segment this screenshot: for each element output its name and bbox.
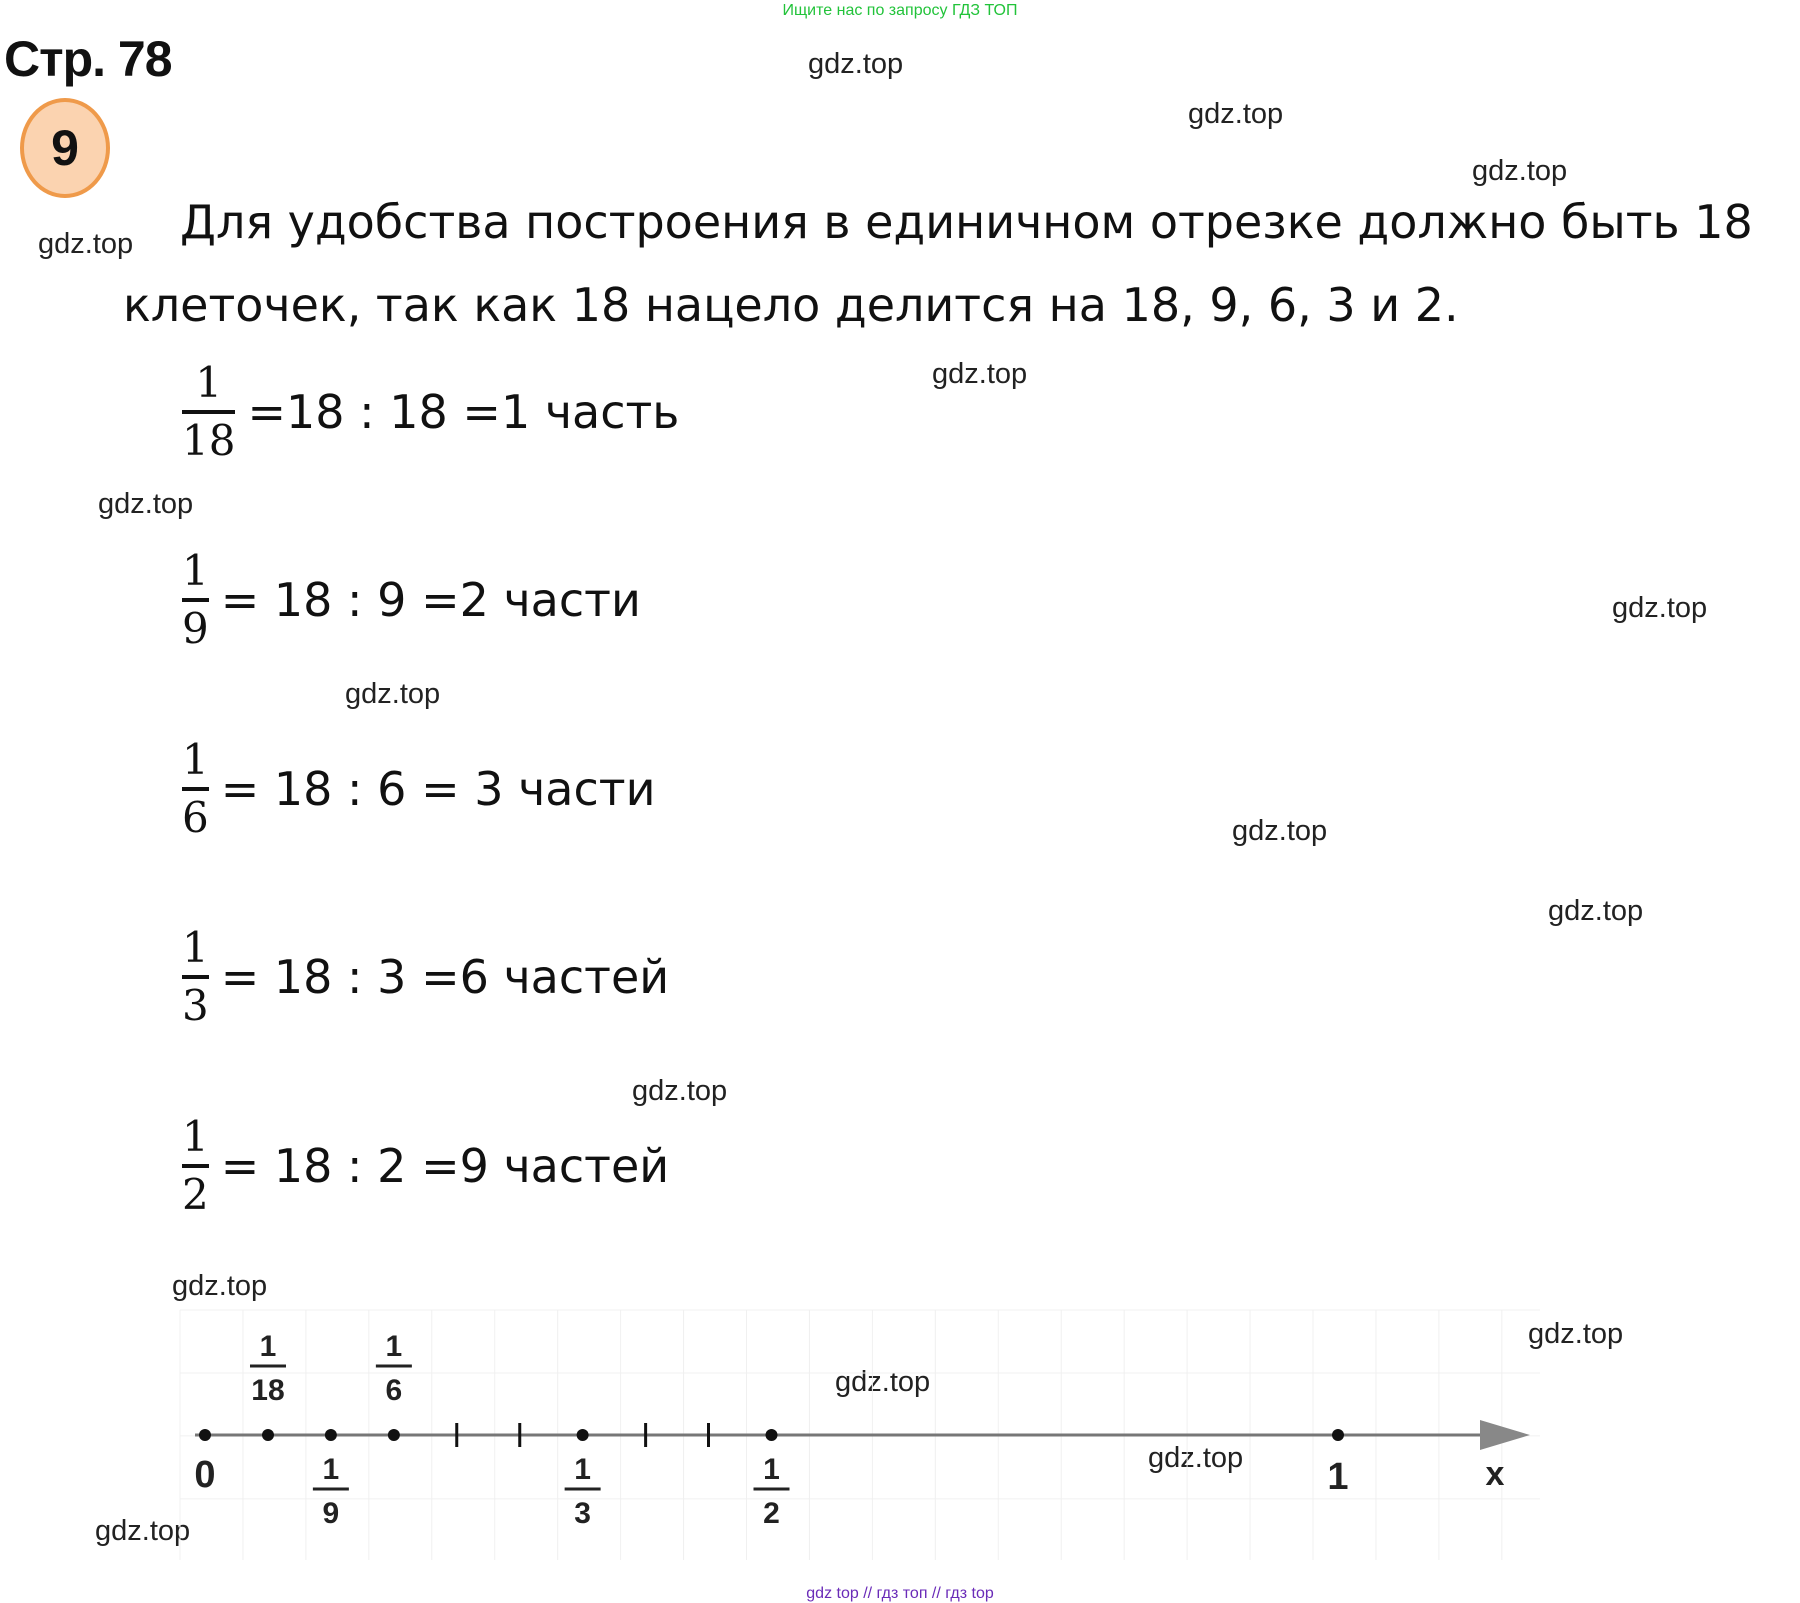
equation-1-18 xyxy=(182,358,680,465)
axis-x-label: x xyxy=(1485,1455,1505,1493)
label-numerator: 1 xyxy=(322,1453,340,1486)
watermark: gdz.top xyxy=(835,1366,931,1398)
watermark: gdz.top xyxy=(38,228,134,260)
zero-label: 0 xyxy=(194,1454,216,1496)
point-fraction-label xyxy=(565,1453,601,1530)
fraction xyxy=(182,923,209,1030)
page-title: Стр. 78 xyxy=(4,31,172,87)
point-fraction-label xyxy=(754,1453,790,1530)
watermark: gdz.top xyxy=(1188,98,1284,130)
label-numerator: 1 xyxy=(574,1453,591,1486)
watermark: gdz.top xyxy=(1548,895,1644,927)
watermark: gdz.top xyxy=(1472,155,1568,187)
label-denominator: 18 xyxy=(251,1374,285,1407)
equation-1-3 xyxy=(182,923,670,1030)
watermark: gdz.top xyxy=(98,488,194,520)
equation-text: = 18 : 6 = 3 части xyxy=(220,762,656,816)
label-numerator: 1 xyxy=(763,1453,780,1486)
label-numerator: 1 xyxy=(385,1330,403,1363)
point-marker xyxy=(577,1429,589,1441)
fraction xyxy=(182,546,209,653)
watermark: gdz.top xyxy=(95,1515,191,1547)
search-hint-link[interactable]: Ищите нас по запросу ГДЗ ТОП xyxy=(782,2,1018,19)
equation-text: = 18 : 3 =6 частей xyxy=(220,950,670,1004)
explanation-line-1: Для удобства построения в единичном отрезке должно быть 18 xyxy=(180,195,1753,249)
watermark: gdz.top xyxy=(1612,592,1708,624)
point-marker xyxy=(766,1429,778,1441)
number-line-marks xyxy=(199,1330,1344,1530)
point-marker xyxy=(388,1429,400,1441)
equation-text: =18 : 18 =1 часть xyxy=(247,385,680,439)
footer-links[interactable]: gdz top // гдз топ // гдз top xyxy=(806,1585,994,1602)
numerator: 1 xyxy=(195,358,223,407)
watermark: gdz.top xyxy=(808,48,904,80)
label-numerator: 1 xyxy=(259,1330,277,1363)
explanation-line-2: клеточек, так как 18 нацело делится на 18, 9, 6, 3 и 2. xyxy=(123,278,1459,332)
fraction xyxy=(182,1112,209,1219)
fraction xyxy=(182,358,236,465)
point-marker xyxy=(1332,1429,1344,1441)
equation-1-2 xyxy=(182,1112,670,1219)
watermark: gdz.top xyxy=(1148,1442,1244,1474)
axis-arrow xyxy=(1480,1420,1530,1450)
equation-text: = 18 : 2 =9 частей xyxy=(220,1139,670,1193)
numerator: 1 xyxy=(182,546,209,595)
label-denominator: 6 xyxy=(385,1374,403,1407)
denominator: 6 xyxy=(182,793,209,842)
watermark: gdz.top xyxy=(1232,815,1328,847)
label-denominator: 9 xyxy=(322,1497,340,1530)
denominator: 9 xyxy=(182,604,209,653)
number-line-figure xyxy=(0,1290,1800,1570)
numerator: 1 xyxy=(182,1112,209,1161)
equation-text: = 18 : 9 =2 части xyxy=(220,573,641,627)
point-fraction-label xyxy=(250,1330,286,1407)
watermark: gdz.top xyxy=(932,358,1028,390)
equation-1-6 xyxy=(182,735,656,842)
denominator: 2 xyxy=(182,1170,209,1219)
task-number: 9 xyxy=(51,120,79,176)
denominator: 3 xyxy=(182,981,209,1030)
point-marker xyxy=(199,1429,211,1441)
numerator: 1 xyxy=(182,923,209,972)
task-number-badge xyxy=(20,98,110,198)
numerator: 1 xyxy=(182,735,209,784)
point-marker xyxy=(262,1429,274,1441)
label-denominator: 3 xyxy=(574,1497,591,1530)
watermark: gdz.top xyxy=(1528,1318,1624,1350)
one-label: 1 xyxy=(1327,1456,1349,1498)
fraction xyxy=(182,735,209,842)
watermark: gdz.top xyxy=(172,1270,268,1302)
denominator: 18 xyxy=(182,416,236,465)
point-fraction-label xyxy=(376,1330,412,1407)
point-fraction-label xyxy=(313,1453,349,1530)
equation-1-9 xyxy=(182,546,641,653)
watermark: gdz.top xyxy=(345,678,441,710)
watermark: gdz.top xyxy=(632,1075,728,1107)
label-denominator: 2 xyxy=(763,1497,780,1530)
point-marker xyxy=(325,1429,337,1441)
